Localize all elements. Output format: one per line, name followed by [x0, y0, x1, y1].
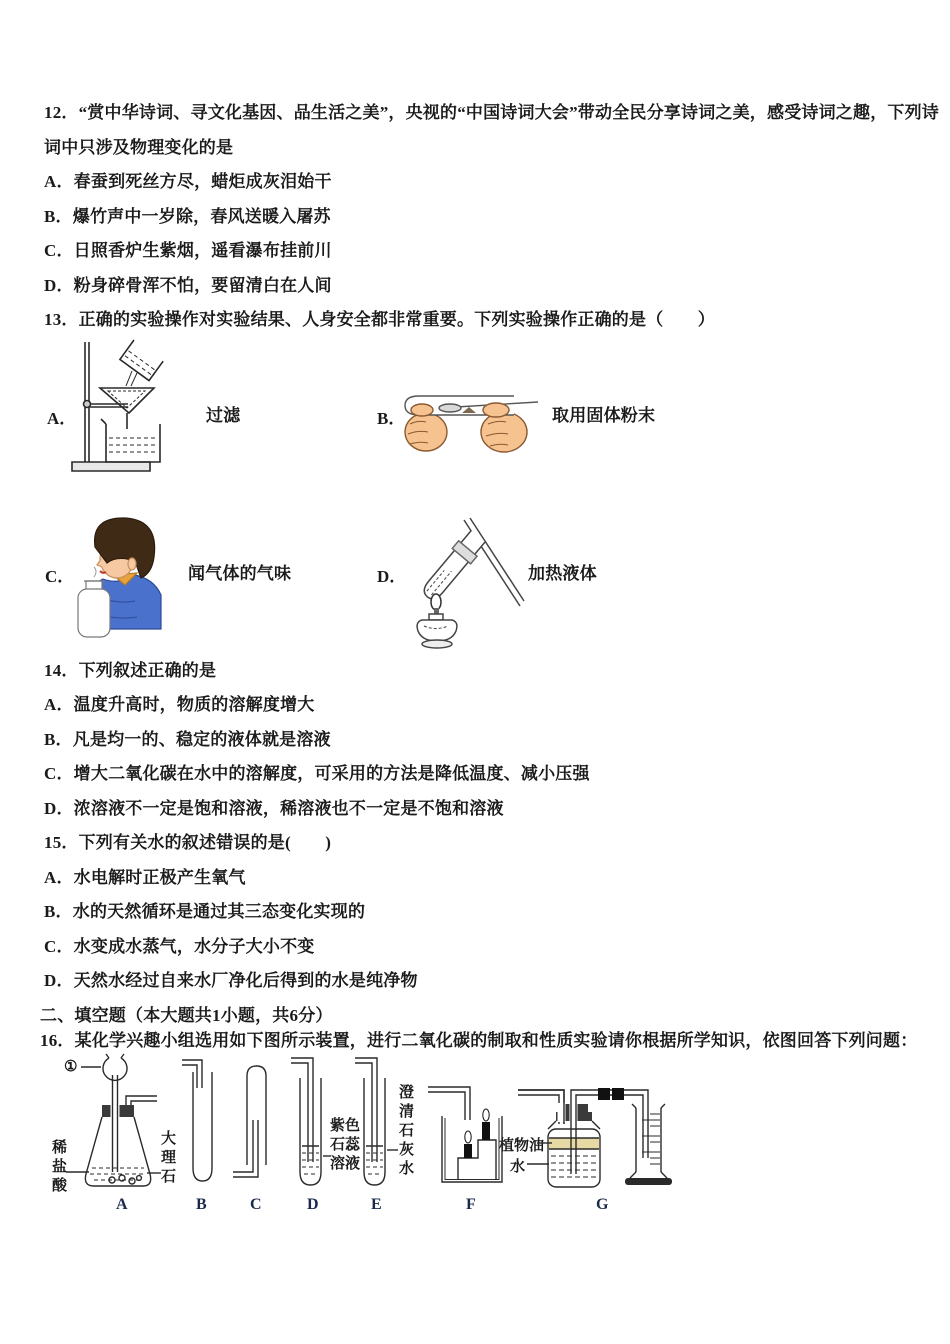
q14-option-c: C．增大二氧化碳在水中的溶解度，可采用的方法是降低温度、减小压强 — [44, 764, 590, 783]
q12-option-c: C．日照香炉生紫烟，遥看瀑布挂前川 — [44, 241, 332, 260]
q16-marble-label: 大理石 — [161, 1131, 177, 1185]
q16-stem: 16．某化学兴趣小组选用如下图所示装置，进行二氧化碳的制取和性质实验请你根据所学知识，依图回答下列问题： — [40, 1031, 918, 1050]
apparatus-e-limewater-tube — [355, 1058, 398, 1185]
q14-option-b: B．凡是均一的、稳定的液体就是溶液 — [44, 730, 331, 749]
q16-letter-f: F — [466, 1196, 476, 1213]
apparatus-c-tube — [233, 1066, 266, 1177]
q15-option-a: A．水电解时正极产生氧气 — [44, 868, 246, 887]
q13-stem: 13．正确的实验操作对实验结果、人身安全都非常重要。下列实验操作正确的是（ ） — [44, 310, 715, 329]
q14-option-d: D．浓溶液不一定是饱和溶液，稀溶液也不一定是不饱和溶液 — [44, 799, 504, 818]
q12-stem-line1: 12．“赏中华诗词、寻文化基因、品生活之美”，央视的“中国诗词大会”带动全民分享诗词之美，感受诗词之趣，下列诗 — [44, 103, 939, 122]
solid-powder-hands-figure — [392, 366, 542, 462]
q16-circle1-label: ① — [64, 1059, 78, 1075]
filtration-apparatus-figure — [70, 336, 192, 474]
q16-letter-g: G — [596, 1196, 609, 1213]
q14-option-a: A．温度升高时，物质的溶解度增大 — [44, 695, 315, 714]
q16-letter-e: E — [371, 1196, 382, 1213]
q13-caption-heat-liquid: 加热液体 — [528, 564, 597, 583]
smell-gas-boy-figure — [75, 515, 165, 648]
q12-option-a: A．春蚕到死丝方尽，蜡炬成灰泪始干 — [44, 172, 332, 191]
q15-option-d: D．天然水经过自来水厂净化后得到的水是纯净物 — [44, 971, 418, 990]
q14-stem: 14．下列叙述正确的是 — [44, 661, 217, 680]
q16-litmus-label: 紫色石蕊溶液 — [330, 1118, 361, 1172]
q13-caption-solid-powder: 取用固体粉末 — [552, 406, 656, 425]
q16-letter-a: A — [116, 1196, 128, 1213]
q12-option-d: D．粉身碎骨浑不怕，要留清白在人间 — [44, 276, 332, 295]
q15-stem: 15．下列有关水的叙述错误的是( ) — [44, 833, 332, 852]
q16-letter-b: B — [196, 1196, 207, 1213]
section2-title: 二、填空题（本大题共1小题，共6分） — [40, 1006, 333, 1025]
apparatus-a-generator — [66, 1054, 161, 1186]
q13-label-d: D． — [377, 567, 407, 586]
q16-water-label: 水 — [510, 1159, 526, 1175]
apparatus-b-tube — [182, 1060, 212, 1181]
q16-letter-c: C — [250, 1196, 262, 1213]
q15-option-b: B．水的天然循环是通过其三态变化实现的 — [44, 902, 366, 921]
q13-caption-smell-gas: 闻气体的气味 — [188, 564, 292, 583]
apparatus-g-bottle-and-cylinder — [518, 1088, 672, 1187]
apparatus-f-candles-beaker — [428, 1087, 502, 1182]
q12-stem-line2: 词中只涉及物理变化的是 — [44, 138, 234, 157]
q13-label-a: A． — [47, 409, 77, 428]
q16-vegetable-oil-label: 植物油 — [499, 1138, 545, 1154]
q16-dilute-hcl-label: 稀盐酸 — [52, 1140, 68, 1194]
q13-label-b: B． — [377, 409, 406, 428]
q15-option-c: C．水变成水蒸气，水分子大小不变 — [44, 937, 315, 956]
apparatus-d-litmus-tube — [291, 1058, 331, 1185]
q16-letter-d: D — [307, 1196, 319, 1213]
q13-caption-filtration: 过滤 — [206, 406, 241, 425]
q13-label-c: C． — [45, 567, 75, 586]
q12-option-b: B．爆竹声中一岁除，春风送暖入屠苏 — [44, 207, 331, 226]
heat-liquid-apparatus-figure — [398, 518, 528, 650]
q16-limewater-label: 澄清石灰水 — [399, 1085, 415, 1177]
co2-apparatus-diagram — [40, 1052, 680, 1200]
